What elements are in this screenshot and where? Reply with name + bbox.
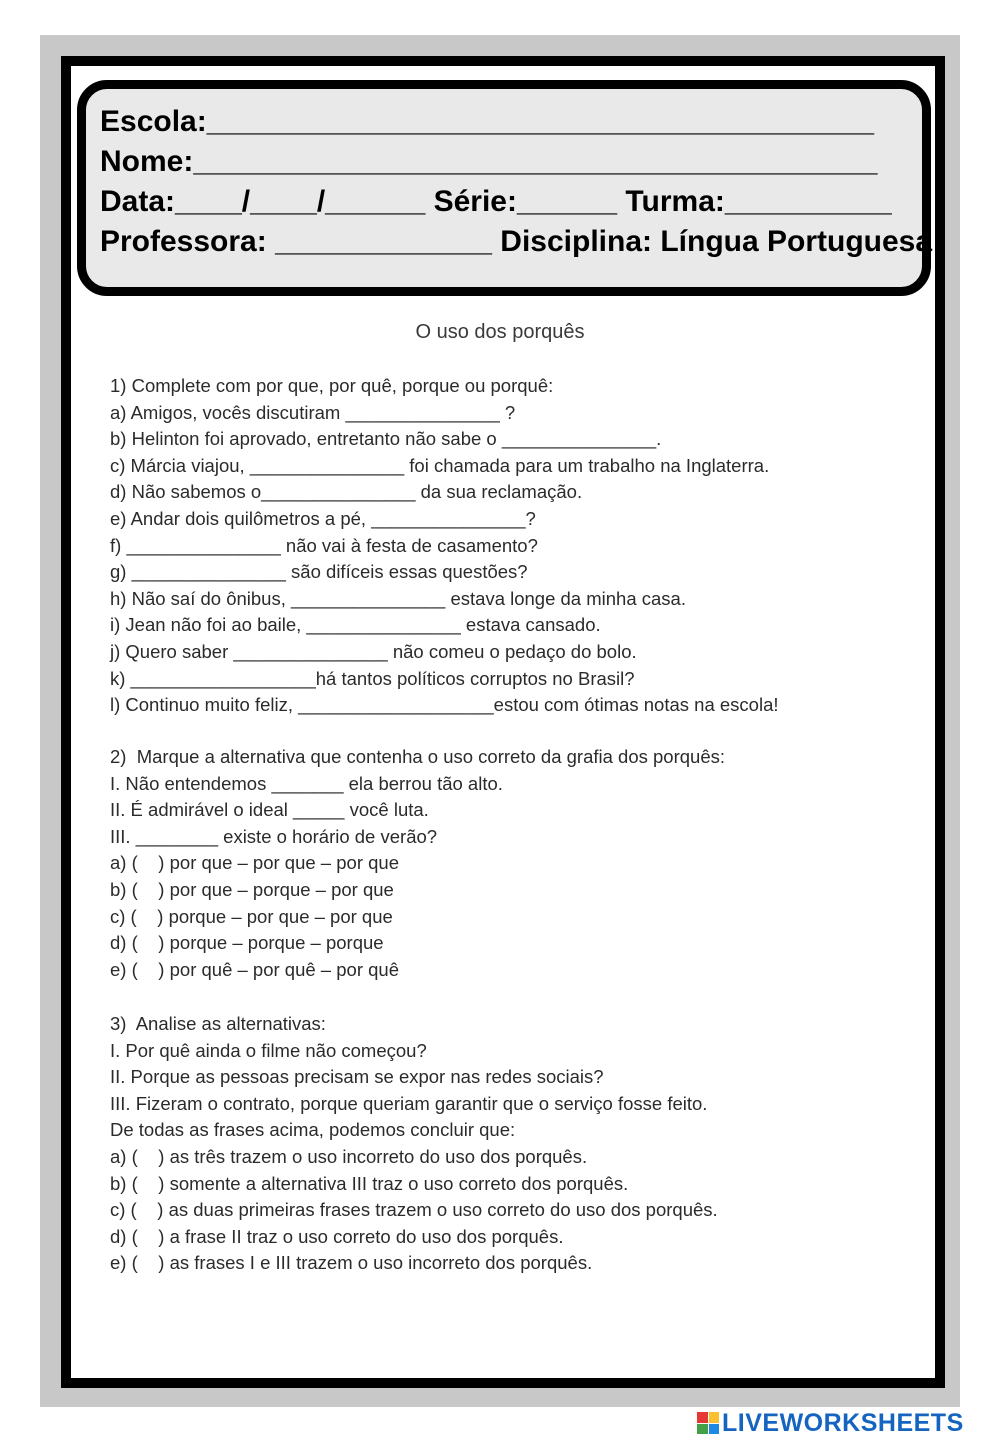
q3-line: b) ( ) somente a alternativa III traz o uso correto dos porquês. — [110, 1172, 629, 1194]
q2-line: e) ( ) por quê – por quê – por quê — [110, 958, 399, 980]
q2-line: c) ( ) porque – por que – por que — [110, 905, 393, 927]
q1-line: b) Helinton foi aprovado, entretanto não sabe o _______________. — [110, 428, 662, 450]
nome-field[interactable]: Nome:_________________________________________ — [100, 145, 878, 178]
q3-line: III. Fizeram o contrato, porque queriam garantir que o serviço fosse feito. — [110, 1092, 708, 1114]
escola-field[interactable]: Escola:________________________________________ — [100, 105, 875, 138]
q3-line: a) ( ) as três trazem o uso incorreto do uso dos porquês. — [110, 1146, 588, 1167]
q1-prompt: 1) Complete com por que, por quê, porque ou porquê: — [110, 375, 554, 396]
q3-line: I. Por quê ainda o filme não começou? — [110, 1039, 427, 1061]
professora-disciplina-line[interactable]: Professora: _____________ Disciplina: Língua Portuguesa — [100, 225, 933, 258]
data-serie-turma-line[interactable]: Data:____/____/______ Série:______ Turma:__________ — [100, 185, 892, 218]
liveworksheets-logo — [697, 1410, 964, 1436]
q1-line: h) Não saí do ônibus, _______________ estava longe da minha casa. — [110, 587, 686, 609]
q3-line: II. Porque as pessoas precisam se expor nas redes sociais? — [110, 1066, 604, 1088]
q2-line: II. É admirável o ideal _____ você luta. — [110, 799, 429, 821]
q1-line: l) Continuo muito feliz, ___________________estou com ótimas notas na escola! — [110, 694, 779, 716]
q3-line: De todas as frases acima, podemos concluir que: — [110, 1119, 516, 1141]
q3-line: c) ( ) as duas primeiras frases trazem o uso correto do uso dos porquês. — [110, 1199, 718, 1221]
logo-text: LIVEWORKSHEETS — [722, 1408, 964, 1437]
worksheet-title: O uso dos porquês — [415, 321, 585, 343]
q2-line: b) ( ) por que – porque – por que — [110, 879, 394, 900]
q2-line: III. ________ existe o horário de verão? — [110, 825, 438, 847]
q2-line: d) ( ) porque – porque – porque — [110, 932, 384, 954]
q1-line: e) Andar dois quilômetros a pé, _______________? — [110, 508, 536, 529]
q1-line: d) Não sabemos o_______________ da sua reclamação. — [110, 481, 583, 503]
q1-line: c) Márcia viajou, _______________ foi chamada para um trabalho na Inglaterra. — [110, 454, 770, 476]
logo-grid-icon — [697, 1412, 719, 1434]
q2-prompt: 2) Marque a alternativa que contenha o uso correto da grafia dos porquês: — [110, 746, 725, 767]
q3-line: e) ( ) as frases I e III trazem o uso incorreto dos porquês. — [110, 1252, 593, 1274]
q2-line: I. Não entendemos _______ ela berrou tão alto. — [110, 772, 503, 794]
q1-line: a) Amigos, vocês discutiram _______________ ? — [110, 401, 516, 423]
q1-line: k) __________________há tantos políticos corruptos no Brasil? — [110, 667, 635, 689]
q3-prompt: 3) Analise as alternativas: — [110, 1013, 326, 1034]
q2-line: a) ( ) por que – por que – por que — [110, 852, 399, 874]
q1-line: i) Jean não foi ao baile, _______________ estava cansado. — [110, 614, 601, 636]
q1-line: f) _______________ não vai à festa de casamento? — [110, 534, 538, 556]
q1-line: g) _______________ são difíceis essas questões? — [110, 561, 528, 583]
q3-line: d) ( ) a frase II traz o uso correto do uso dos porquês. — [110, 1225, 564, 1247]
q1-line: j) Quero saber _______________ não comeu o pedaço do bolo. — [110, 641, 637, 662]
